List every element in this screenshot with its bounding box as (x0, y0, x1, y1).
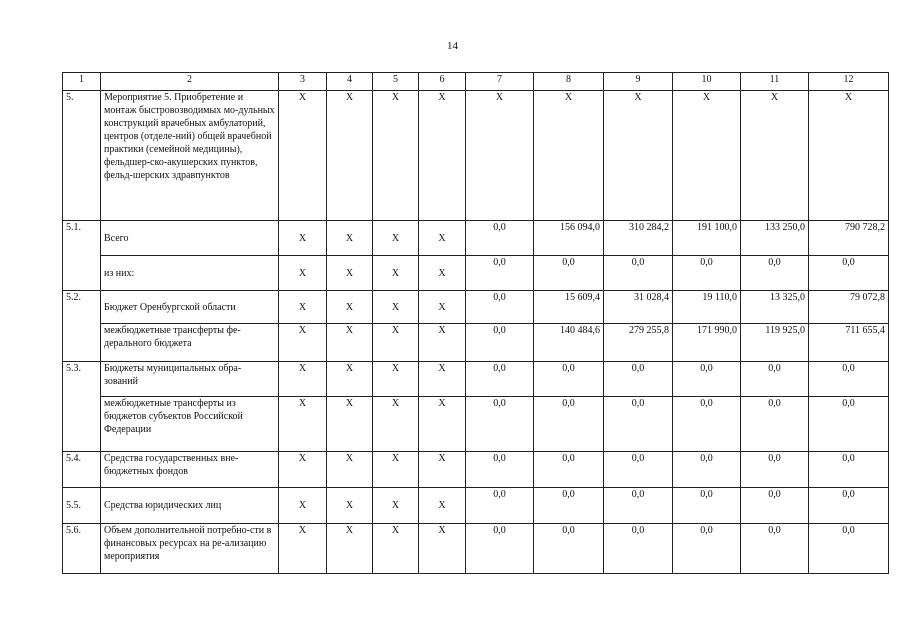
x-cell: X (279, 524, 327, 574)
table-row-5-4 (63, 452, 889, 488)
x-cell: X (373, 291, 419, 324)
header-cell: 2 (101, 73, 279, 91)
header-cell: 6 (419, 73, 466, 91)
x-cell: X (373, 221, 419, 256)
table-row-5-6 (63, 524, 889, 574)
value-cell: 0,0 (673, 256, 741, 291)
x-cell: X (279, 452, 327, 488)
value-cell: 790 728,2 (809, 221, 889, 256)
row-description: Бюджет Оренбургской области (101, 291, 279, 324)
row-number: 5.2. (63, 291, 101, 362)
row-number: 5.3. (63, 362, 101, 452)
value-cell: 0,0 (466, 291, 534, 324)
value-cell: 0,0 (604, 488, 673, 524)
value-cell: 0,0 (809, 524, 889, 574)
header-cell: 11 (741, 73, 809, 91)
value-cell: 171 990,0 (673, 324, 741, 362)
x-cell: X (419, 256, 466, 291)
x-cell: X (373, 362, 419, 397)
value-cell: 31 028,4 (604, 291, 673, 324)
header-cell: 1 (63, 73, 101, 91)
row-description: Средства юридических лиц (101, 488, 279, 524)
value-cell: 0,0 (741, 397, 809, 452)
row-number: 5.6. (63, 524, 101, 574)
value-cell: 0,0 (534, 397, 604, 452)
table-row-5-2 (63, 291, 889, 324)
x-cell: X (327, 324, 373, 362)
value-cell: 119 925,0 (741, 324, 809, 362)
value-cell: 0,0 (534, 362, 604, 397)
table-row-5-2-sub (63, 324, 889, 362)
row-description: Объем дополнительной потребно-сти в финансовых ресурсах на ре-ализацию мероприятия (101, 524, 279, 574)
x-cell: X (419, 291, 466, 324)
x-cell: X (279, 256, 327, 291)
value-cell: 0,0 (604, 256, 673, 291)
value-cell: 310 284,2 (604, 221, 673, 256)
value-cell: 0,0 (604, 397, 673, 452)
value-cell: X (673, 91, 741, 221)
header-cell: 8 (534, 73, 604, 91)
value-cell: 0,0 (466, 397, 534, 452)
value-cell: X (604, 91, 673, 221)
value-cell: 0,0 (534, 524, 604, 574)
header-cell: 4 (327, 73, 373, 91)
value-cell: 0,0 (741, 452, 809, 488)
value-cell: 13 325,0 (741, 291, 809, 324)
x-cell: X (279, 488, 327, 524)
x-cell: X (419, 91, 466, 221)
x-cell: X (419, 221, 466, 256)
value-cell: 0,0 (604, 362, 673, 397)
x-cell: X (373, 524, 419, 574)
value-cell: 15 609,4 (534, 291, 604, 324)
row-number: 5.4. (63, 452, 101, 488)
x-cell: X (419, 362, 466, 397)
header-cell: 10 (673, 73, 741, 91)
value-cell: 0,0 (673, 524, 741, 574)
x-cell: X (373, 324, 419, 362)
value-cell: 0,0 (466, 524, 534, 574)
value-cell: 0,0 (809, 362, 889, 397)
x-cell: X (327, 256, 373, 291)
table-row-5-3-sub (63, 397, 889, 452)
value-cell: X (534, 91, 604, 221)
row-description: из них: (101, 256, 279, 291)
x-cell: X (327, 524, 373, 574)
x-cell: X (327, 488, 373, 524)
row-number: 5. (63, 91, 101, 221)
value-cell: 156 094,0 (534, 221, 604, 256)
value-cell: X (466, 91, 534, 221)
page-number: 14 (447, 40, 458, 52)
x-cell: X (279, 91, 327, 221)
x-cell: X (373, 488, 419, 524)
value-cell: 0,0 (466, 324, 534, 362)
table-row-5-1-sub (63, 256, 889, 291)
header-row (63, 73, 889, 91)
value-cell: 0,0 (673, 397, 741, 452)
value-cell: 0,0 (604, 452, 673, 488)
row-description: Мероприятие 5. Приобретение и монтаж быстровозводимых мо-дульных конструкций врачебных амбулаторий, центров (отделе-ний) общей врачебной практики (семейной медицины), фельдшер-ско-акушерских пунктов, фельд-шерских здравпунктов (101, 91, 279, 221)
x-cell: X (279, 291, 327, 324)
budget-table (62, 72, 889, 574)
value-cell: 0,0 (673, 452, 741, 488)
x-cell: X (373, 256, 419, 291)
value-cell: 0,0 (466, 221, 534, 256)
header-cell: 7 (466, 73, 534, 91)
row-description: межбюджетные трансферты из бюджетов субъектов Российской Федерации (101, 397, 279, 452)
value-cell: 79 072,8 (809, 291, 889, 324)
value-cell: 133 250,0 (741, 221, 809, 256)
value-cell: 0,0 (741, 256, 809, 291)
x-cell: X (327, 91, 373, 221)
value-cell: 0,0 (809, 397, 889, 452)
table-row-5-3 (63, 362, 889, 397)
x-cell: X (419, 452, 466, 488)
value-cell: 0,0 (809, 256, 889, 291)
x-cell: X (419, 488, 466, 524)
value-cell: 0,0 (466, 256, 534, 291)
value-cell: 0,0 (809, 488, 889, 524)
value-cell: 0,0 (741, 488, 809, 524)
x-cell: X (327, 452, 373, 488)
x-cell: X (373, 452, 419, 488)
x-cell: X (279, 362, 327, 397)
row-description: Всего (101, 221, 279, 256)
table-row-5-5 (63, 488, 889, 524)
value-cell: 140 484,6 (534, 324, 604, 362)
value-cell: 0,0 (673, 488, 741, 524)
row-number: 5.5. (63, 488, 101, 524)
value-cell: 0,0 (741, 362, 809, 397)
x-cell: X (327, 221, 373, 256)
row-description: Средства государственных вне-бюджетных фондов (101, 452, 279, 488)
value-cell: 0,0 (741, 524, 809, 574)
x-cell: X (419, 524, 466, 574)
table-row-5 (63, 91, 889, 221)
value-cell: 0,0 (534, 256, 604, 291)
value-cell: 0,0 (534, 488, 604, 524)
x-cell: X (327, 362, 373, 397)
value-cell: 0,0 (534, 452, 604, 488)
x-cell: X (279, 397, 327, 452)
value-cell: X (741, 91, 809, 221)
value-cell: 0,0 (809, 452, 889, 488)
x-cell: X (419, 324, 466, 362)
x-cell: X (327, 397, 373, 452)
x-cell: X (327, 291, 373, 324)
value-cell: X (809, 91, 889, 221)
table-row-5-1 (63, 221, 889, 256)
header-cell: 3 (279, 73, 327, 91)
value-cell: 0,0 (466, 488, 534, 524)
row-description: межбюджетные трансферты фе-дерального бюджета (101, 324, 279, 362)
value-cell: 19 110,0 (673, 291, 741, 324)
value-cell: 191 100,0 (673, 221, 741, 256)
value-cell: 0,0 (466, 362, 534, 397)
header-cell: 5 (373, 73, 419, 91)
value-cell: 279 255,8 (604, 324, 673, 362)
header-cell: 12 (809, 73, 889, 91)
x-cell: X (419, 397, 466, 452)
header-cell: 9 (604, 73, 673, 91)
x-cell: X (373, 91, 419, 221)
value-cell: 711 655,4 (809, 324, 889, 362)
value-cell: 0,0 (673, 362, 741, 397)
value-cell: 0,0 (466, 452, 534, 488)
x-cell: X (279, 324, 327, 362)
row-number: 5.1. (63, 221, 101, 291)
row-description: Бюджеты муниципальных обра-зований (101, 362, 279, 397)
value-cell: 0,0 (604, 524, 673, 574)
x-cell: X (279, 221, 327, 256)
x-cell: X (373, 397, 419, 452)
